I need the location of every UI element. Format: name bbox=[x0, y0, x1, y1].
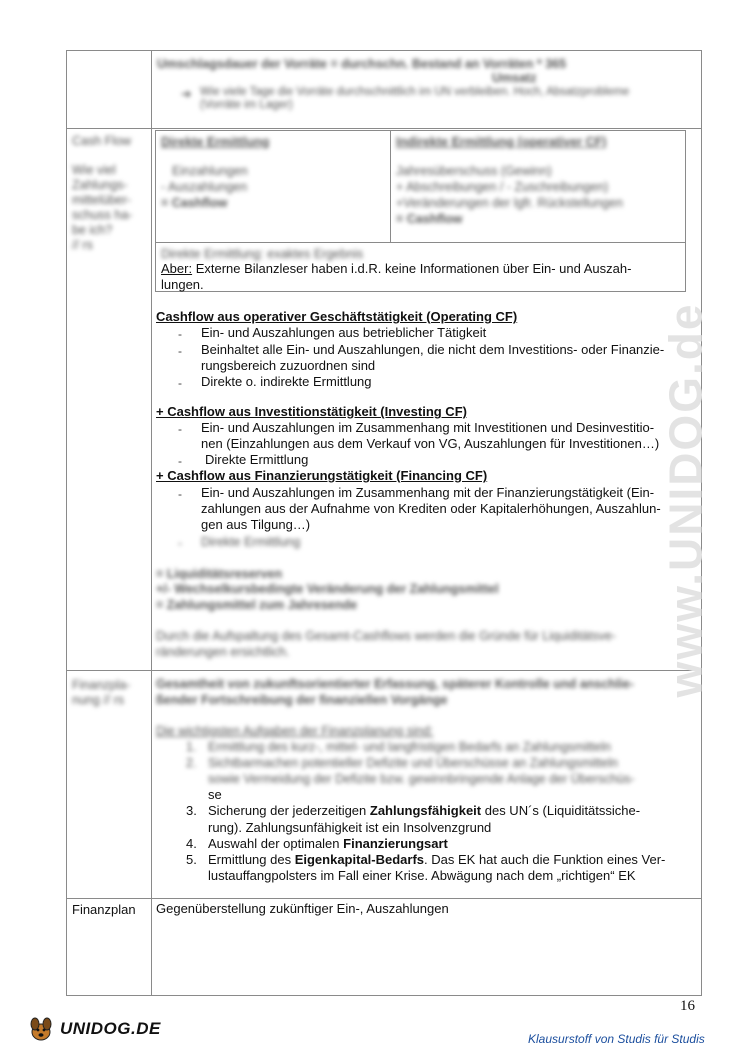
investing-heading: + Cashflow aus Investitionstätigkeit (Investing CF) bbox=[156, 404, 467, 419]
task-text: . Das EK hat auch die Funktion eines Ver- bbox=[424, 852, 666, 867]
dash-icon: - bbox=[178, 536, 182, 550]
task-keyword: Zahlungsfähigkeit bbox=[369, 803, 482, 818]
indirect-line: Jahresüberschuss (Gewinn) bbox=[396, 164, 552, 178]
task-item-5 bbox=[208, 852, 665, 868]
arrow-icon: ➔ bbox=[181, 87, 192, 101]
task-line: sowie Vermeidung der Defizite bzw. gewinnbringende Anlage der Überschüs- bbox=[208, 772, 635, 786]
label-line: schuss ha- bbox=[72, 208, 133, 222]
finanzplan-label: Finanzplan bbox=[72, 902, 136, 917]
footer-tagline: Klausurstoff von Studis für Studis bbox=[528, 1032, 705, 1046]
label-line: Zahlungs- bbox=[72, 178, 128, 192]
indirect-heading: Indirekte Ermittlung (operativer CF) bbox=[396, 135, 607, 149]
label-line: Wie viel bbox=[72, 163, 116, 177]
task-item-5-cont: lustauffangpolsters im Fall einer Krise. Abwägung nach dem „richtigen“ EK bbox=[208, 868, 636, 883]
external-note bbox=[161, 261, 631, 277]
dash-icon: - bbox=[178, 454, 182, 468]
financing-heading: + Cashflow aus Finanzierungstätigkeit (Financing CF) bbox=[156, 468, 488, 483]
direct-line: = Cashflow bbox=[161, 196, 228, 210]
operating-item: Direkte o. indirekte Ermittlung bbox=[201, 374, 372, 389]
task-text: Sicherung der jederzeitigen bbox=[208, 803, 370, 818]
planning-heading: Gesamtheit von zukunftsorientierter Erfassung, späterer Kontrolle und anschlie- bbox=[156, 677, 634, 691]
operating-item: rungsbereich zuzuordnen sind bbox=[201, 358, 376, 373]
task-number: 3. bbox=[186, 803, 197, 818]
direct-heading: Direkte Ermittlung bbox=[161, 135, 270, 149]
box-divider bbox=[155, 242, 686, 243]
operating-heading: Cashflow aus operativer Geschäftstätigkeit (Operating CF) bbox=[156, 309, 518, 324]
footer-logo[interactable] bbox=[26, 1014, 161, 1044]
summary-line: = Zahlungsmittel zum Jahresende bbox=[156, 598, 358, 612]
note-prefix: Aber: bbox=[161, 261, 193, 276]
task-number: 1. bbox=[186, 740, 197, 754]
task-item-3 bbox=[208, 803, 640, 819]
financing-item: Direkte Ermittlung bbox=[201, 535, 301, 549]
operating-item: Beinhaltet alle Ein- und Auszahlungen, die nicht dem Investitions- oder Finanzie- bbox=[201, 342, 665, 357]
label-line: Finanzpla- bbox=[72, 678, 131, 692]
investing-item: Ein- und Auszahlungen im Zusammenhang mit Investitionen und Desinvestitio- bbox=[201, 420, 655, 435]
dash-icon: - bbox=[178, 487, 182, 501]
task-line: Ermittlung des kurz-, mittel- und langfristigen Bedarfs an Zahlungsmitteln bbox=[208, 740, 611, 754]
investing-item: Direkte Ermittlung bbox=[205, 452, 309, 467]
dash-icon: - bbox=[178, 327, 182, 341]
financing-item: Ein- und Auszahlungen im Zusammenhang mit der Finanzierungstätigkeit (Ein- bbox=[201, 485, 655, 500]
turnover-explanation: Wie viele Tage die Vorräte durchschnittlich im UN verbleiben. Hoch, Absatzprobleme (Vorräte im Lager) bbox=[200, 86, 630, 111]
label-line: // rs bbox=[72, 238, 93, 252]
indirect-line: + Abschreibungen / - Zuschreibungen) bbox=[396, 180, 609, 194]
task-number: 2. bbox=[186, 756, 197, 770]
note-text: Externe Bilanzleser haben i.d.R. keine Informationen über Ein- und Auszah- bbox=[192, 261, 632, 276]
task-item-4 bbox=[208, 836, 448, 852]
brand-name: UNIDOG.DE bbox=[60, 1019, 161, 1038]
watermark: www.UNIDOG.de bbox=[659, 302, 712, 698]
task-text: Ermittlung des bbox=[208, 852, 295, 867]
task-number: 5. bbox=[186, 852, 197, 867]
task-text: des UN´s (Liquiditätssiche- bbox=[481, 803, 641, 818]
task-keyword: Finanzierungsart bbox=[343, 836, 448, 851]
dash-icon: - bbox=[178, 376, 182, 390]
planning-heading: ßender Fortschreibung der finanziellen Vorgänge bbox=[156, 693, 448, 707]
task-line-cont: se bbox=[208, 787, 222, 802]
tasks-heading: Die wichtigsten Aufgaben der Finanzplanung sind: bbox=[156, 724, 434, 738]
turnover-formula: Umschlagsdauer der Vorräte = durchschn. Bestand an Vorräten * 365 bbox=[157, 57, 567, 71]
row-divider bbox=[66, 898, 702, 899]
summary-line: +/- Wechselkursbedingte Veränderung der Zahlungsmittel bbox=[156, 582, 499, 596]
label-line: mittelüber- bbox=[72, 193, 132, 207]
turnover-formula-denominator: Umsatz bbox=[492, 71, 537, 85]
page-number: 16 bbox=[680, 998, 695, 1014]
task-line: Sichtbarmachen potentieller Defizite und Überschüsse an Zahlungsmitteln bbox=[208, 756, 618, 770]
indirect-line: = Cashflow bbox=[396, 212, 463, 226]
direct-line: Einzahlungen bbox=[172, 164, 248, 178]
summary-paragraph: ränderungen ersichtlich. bbox=[156, 645, 290, 659]
indirect-line: +Veränderungen der lgfr. Rückstellungen bbox=[396, 196, 623, 210]
task-keyword: Eigenkapital-Bedarfs bbox=[294, 852, 425, 867]
row-divider bbox=[66, 128, 702, 129]
label-line: Cash Flow bbox=[72, 134, 132, 148]
task-number: 4. bbox=[186, 836, 197, 851]
label-line: be ich? bbox=[72, 223, 113, 237]
financing-item: zahlungen aus der Aufnahme von Krediten oder Kapitalerhöhungen, Auszahlun- bbox=[201, 501, 661, 516]
summary-paragraph: Durch die Aufspaltung des Gesamt-Cashflows werden die Gründe für Liquiditätsve- bbox=[156, 629, 616, 643]
investing-item: nen (Einzahlungen aus dem Verkauf von VG, Auszahlungen für Investitionen…) bbox=[201, 436, 660, 451]
direct-line: - Auszahlungen bbox=[161, 180, 248, 194]
dash-icon: - bbox=[178, 422, 182, 436]
direct-note: Direkte Ermittlung: exaktes Ergebnis bbox=[161, 247, 364, 261]
summary-line: = Liquiditätsreserven bbox=[156, 567, 283, 581]
row-divider bbox=[66, 670, 702, 671]
financing-item: gen aus Tilgung…) bbox=[201, 517, 311, 532]
label-line: nung // rs bbox=[72, 693, 125, 707]
operating-item: Ein- und Auszahlungen aus betrieblicher Tätigkeit bbox=[201, 325, 487, 340]
dog-logo-icon bbox=[26, 1014, 56, 1044]
column-divider bbox=[151, 50, 152, 996]
box-column-divider bbox=[390, 130, 391, 242]
task-text: Auswahl der optimalen bbox=[208, 836, 344, 851]
finanzplan-text: Gegenüberstellung zukünftiger Ein-, Auszahlungen bbox=[156, 901, 449, 916]
task-item-3-cont: rung). Zahlungsunfähigkeit ist ein Insolvenzgrund bbox=[208, 820, 492, 835]
external-note-cont: lungen. bbox=[161, 277, 204, 292]
dash-icon: - bbox=[178, 344, 182, 358]
